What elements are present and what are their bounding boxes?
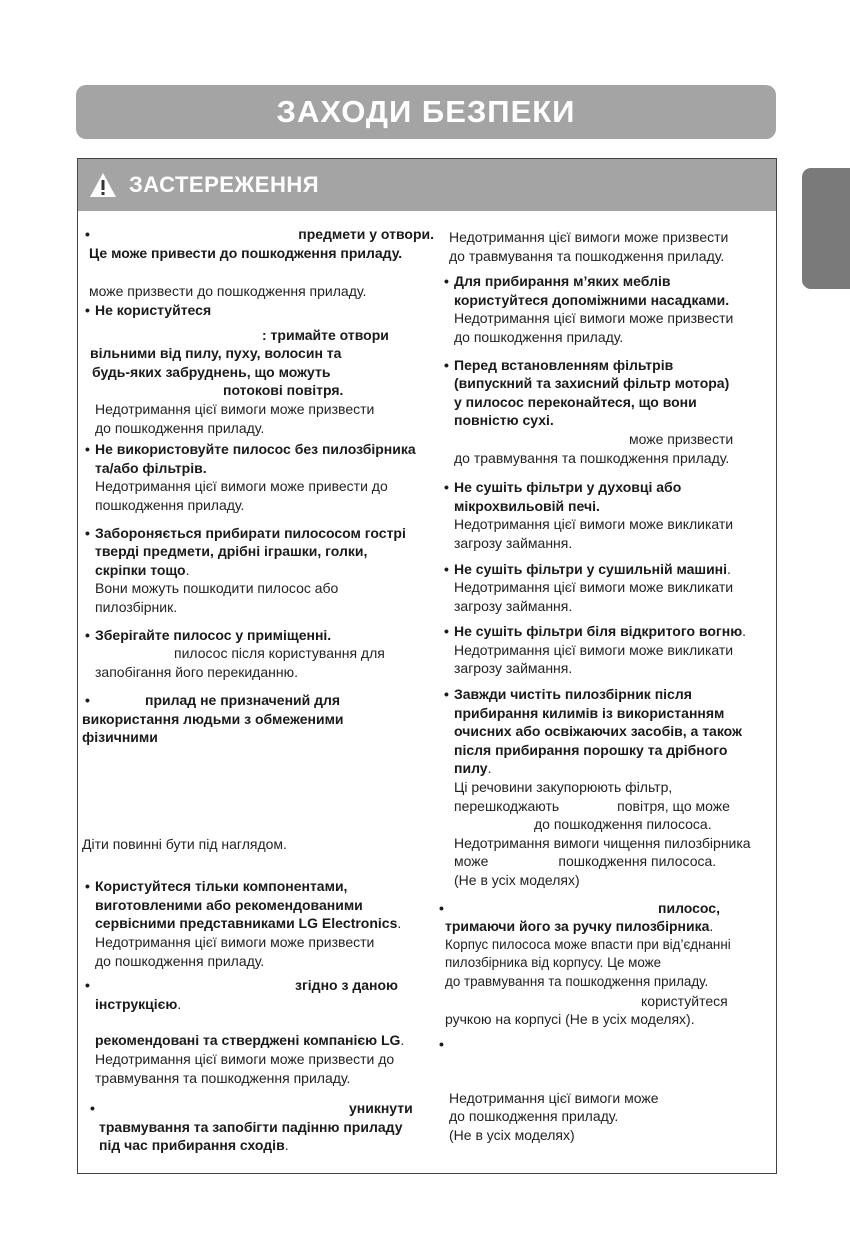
item-text: у пилосос переконайтеся, що вони bbox=[454, 393, 697, 410]
item-text: може призвести до пошкодження приладу. bbox=[89, 283, 367, 300]
item-text: Не сушіть фільтри біля відкритого вогню bbox=[454, 623, 743, 640]
caution-header bbox=[78, 159, 776, 211]
section-tab bbox=[802, 168, 850, 289]
item-text: Недотримання вимоги чищення пилозбірника bbox=[454, 834, 751, 851]
list-item: • Не сушіть фільтри у духовці або мікрохвильовій печі. Недотримання цієї вимоги може викликати загрозу займання. bbox=[441, 478, 771, 552]
item-text: до травмування та пошкодження приладу. bbox=[445, 973, 709, 989]
list-item: • Зберігайте пилосос у приміщенні. пилосос після користування для запобігання його перекиданню. bbox=[82, 626, 438, 682]
item-text: після прибирання порошку та дрібного bbox=[454, 741, 728, 758]
item-text: Завжди чистіть пилозбірник після bbox=[454, 686, 692, 703]
list-item: • Не сушіть фільтри у сушильній машині. Недотримання цієї вимоги може викликати загрозу займання. bbox=[441, 560, 771, 616]
item-text: мікрохвильовій печі. bbox=[454, 497, 600, 514]
item-text: предмети у отвори. bbox=[298, 226, 434, 242]
list-item: • Для прибирання м’яких меблів користуйтеся допоміжними насадками. Недотримання цієї вимоги може призвести до пошкодження приладу. bbox=[441, 272, 771, 346]
item-text: Недотримання цієї вимоги може викликати bbox=[454, 641, 734, 658]
item-text: користуйтеся bbox=[641, 992, 728, 1009]
list-item: • Користуйтеся тільки компонентами, виготовленими або рекомендованими сервісними представниками LG Electronics. Недотримання цієї вимоги може призвести до пошкодження приладу. bbox=[82, 877, 438, 970]
item-text: пилозбірника від корпусу. Це може bbox=[445, 955, 662, 971]
item-text: ручкою на корпусі (Не в усіх моделях). bbox=[445, 1011, 695, 1028]
item-text: виготовленими або рекомендованими bbox=[95, 896, 363, 913]
item-text: Недотримання цієї вимоги може викликати bbox=[454, 516, 734, 533]
item-text: Недотримання цієї вимоги може призвести bbox=[95, 400, 375, 417]
title-bar bbox=[76, 85, 776, 139]
item-text: прибирання килимів із використанням bbox=[454, 704, 725, 721]
item-text: Корпус пилососа може впасти при від’єднанні bbox=[445, 936, 731, 952]
item-text: : тримайте отвори bbox=[262, 326, 389, 343]
page-title: ЗАХОДИ БЕЗПЕКИ bbox=[276, 94, 576, 129]
item-text: (Не в усіх моделях) bbox=[454, 872, 580, 888]
item-text: Не сушіть фільтри у духовці або bbox=[454, 479, 682, 496]
item-text: тверді предмети, дрібні іграшки, голки, bbox=[95, 543, 368, 560]
warning-triangle-icon bbox=[89, 172, 117, 198]
item-text: повітря, що може bbox=[617, 797, 730, 814]
item-text: згідно з даною bbox=[295, 977, 398, 994]
item-text: пилосос після користування для bbox=[174, 645, 385, 662]
item-text: інструкцією bbox=[95, 995, 178, 1012]
item-text: . bbox=[709, 918, 714, 935]
item-text: . bbox=[487, 760, 492, 777]
item-text: до травмування та пошкодження приладу. bbox=[454, 449, 730, 466]
item-text: пошкодження приладу. bbox=[95, 496, 245, 513]
item-text: Вони можуть пошкодити пилосос або bbox=[95, 580, 339, 597]
item-text: рекомендовані та стверджені компанією LG bbox=[95, 1032, 401, 1049]
item-text: до пошкодження приладу. bbox=[95, 419, 265, 436]
item-text: Недотримання цієї вимоги може призвести до bbox=[95, 1051, 395, 1068]
item-text: потокові повітря. bbox=[223, 382, 344, 399]
list-item: • Перед встановленням фільтрів (випускний та захисний фільтр мотора) у пилосос переконайтеся, що вони повністю сухі. може призвести до травмування та пошкодження приладу. bbox=[441, 356, 771, 468]
item-text: загрозу займання. bbox=[454, 660, 573, 677]
item-text: травмування та пошкодження приладу. bbox=[95, 1069, 351, 1086]
item-text: Недотримання цієї вимоги може призвести bbox=[449, 229, 729, 245]
item-text: вільними від пилу, пуху, волосин та bbox=[90, 345, 342, 362]
list-item: • предмети у отвори. Це може привести до пошкодження приладу. може призвести до пошкодження приладу. bbox=[82, 225, 438, 295]
item-text: (Не в усіх моделях) bbox=[449, 1126, 575, 1143]
list-item bbox=[441, 1089, 771, 1145]
item-text: травмування та запобігти падінню приладу bbox=[99, 1118, 403, 1135]
item-text: пилозбірник. bbox=[95, 598, 178, 615]
item-text: загрозу займання. bbox=[454, 534, 573, 551]
list-item: • Забороняється прибирати пилососом гострі тверді предмети, дрібні іграшки, голки, скріпки тощо. Вони можуть пошкодити пилосос або пилозбірник. bbox=[82, 524, 438, 617]
item-text: сервісними представниками LG Electronics bbox=[95, 915, 398, 932]
list-item: • Не користуйтеся : тримайте отвори вільними від пилу, пуху, волосин та будь-яких забруднень, що можуть потокові повітря. Недотримання цієї вимоги може призвести до пошкодження приладу. bbox=[82, 301, 438, 437]
item-text: Це може привести до пошкодження приладу. bbox=[89, 244, 403, 261]
item-text: до пошкодження приладу. bbox=[454, 328, 624, 345]
item-text: пилосос, bbox=[658, 899, 720, 916]
item-text: Для прибирання м’яких меблів bbox=[454, 273, 671, 290]
item-text: . bbox=[185, 561, 190, 578]
item-text: Недотримання цієї вимоги може bbox=[449, 1089, 659, 1106]
item-text: Не користуйтеся bbox=[95, 302, 212, 318]
list-item: • прилад не призначений для використання людьми з обмеженими фізичними Діти повинні бути під наглядом. bbox=[82, 691, 438, 871]
item-text: до травмування та пошкодження приладу. bbox=[449, 247, 725, 264]
caution-header-text: ЗАСТЕРЕЖЕННЯ bbox=[129, 172, 320, 197]
item-text: пилу bbox=[454, 760, 488, 777]
item-text: використання людьми з обмеженими bbox=[82, 710, 344, 727]
list-item: • уникнути травмування та запобігти падінню приладу під час прибирання сходів. bbox=[82, 1099, 438, 1155]
item-text: запобігання його перекиданню. bbox=[95, 663, 298, 680]
item-text: до пошкодження пилососа. bbox=[534, 816, 712, 833]
list-item bbox=[441, 228, 771, 265]
item-text: Недотримання цієї вимоги може призвести bbox=[95, 934, 375, 951]
item-text: очисних або освіжаючих засобів, а також bbox=[454, 723, 742, 740]
item-text: . bbox=[177, 995, 182, 1012]
item-text: скріпки тощо bbox=[95, 561, 186, 578]
item-text: повністю сухі. bbox=[454, 412, 554, 429]
item-text: Користуйтеся тільки компонентами, bbox=[95, 878, 348, 895]
item-text: може bbox=[454, 853, 489, 870]
item-text: уникнути bbox=[349, 1100, 413, 1117]
list-item: • пилосос, тримаючи його за ручку пилозбірника. Корпус пилососа може впасти при від’єднанні пилозбірника від корпусу. Це може до травмування та пошкодження приладу. користуйтеся ручкою на корпусі (Не в усіх моделях). bbox=[441, 899, 771, 1029]
item-text: під час прибирання сходів bbox=[99, 1137, 285, 1154]
item-text: . bbox=[727, 560, 731, 577]
right-column bbox=[441, 228, 771, 1145]
item-text: Забороняється прибирати пилососом гострі bbox=[95, 524, 406, 541]
item-text: Недотримання цієї вимоги може викликати bbox=[454, 579, 734, 596]
item-text: . bbox=[400, 1032, 405, 1049]
item-text: Діти повинні бути під наглядом. bbox=[82, 836, 287, 853]
item-text: Не використовуйте пилосос без пилозбірника bbox=[95, 441, 416, 458]
list-item: • Завжди чистіть пилозбірник після прибирання килимів із використанням очисних або освіжаючих засобів, а також після прибирання порошку та дрібного пилу. Ці речовини закупорюють фільтр, перешкоджають повітря, що може до пошкодження пилососа. Недотримання вимоги чищення пилозбірника може пошкодження пилососа. (Не в усіх моделях) bbox=[441, 685, 771, 890]
item-text: Недотримання цієї вимоги може призвести bbox=[454, 310, 734, 327]
item-text: . bbox=[397, 915, 402, 932]
item-text: Ці речовини закупорюють фільтр, bbox=[454, 779, 673, 796]
item-text: пошкодження пилососа. bbox=[558, 853, 717, 870]
item-text: Недотримання цієї вимоги може привести до bbox=[95, 478, 388, 495]
item-text: Перед встановленням фільтрів bbox=[454, 356, 674, 373]
item-text: до пошкодження приладу. bbox=[449, 1108, 619, 1125]
item-text: може призвести bbox=[629, 430, 734, 447]
item-text: Зберігайте пилосос у приміщенні. bbox=[95, 626, 332, 643]
item-text: будь-яких забруднень, що можуть bbox=[92, 363, 331, 380]
item-text: прилад не призначений для bbox=[145, 692, 341, 709]
item-text: перешкоджають bbox=[454, 797, 560, 814]
item-text: загрозу займання. bbox=[454, 597, 573, 614]
list-item: • bbox=[439, 1035, 444, 1052]
item-text: до пошкодження приладу. bbox=[95, 952, 265, 969]
item-text: Не сушіть фільтри у сушильній машині bbox=[454, 560, 728, 577]
item-text: та/або фільтрів. bbox=[95, 459, 207, 476]
item-text: тримаючи його за ручку пилозбірника bbox=[445, 918, 710, 935]
item-text: . bbox=[284, 1137, 289, 1154]
left-column bbox=[82, 225, 438, 1155]
list-item: • згідно з даною інструкцією. рекомендовані та стверджені компанією LG. Недотримання цієї вимоги може призвести до травмування та пошкодження приладу. bbox=[82, 976, 438, 1087]
item-text: фізичними bbox=[82, 729, 158, 746]
item-text: користуйтеся допоміжними насадками. bbox=[454, 291, 730, 308]
list-item: • Не сушіть фільтри біля відкритого вогню. Недотримання цієї вимоги може викликати загрозу займання. bbox=[441, 622, 771, 678]
list-item: • Не використовуйте пилосос без пилозбірника та/або фільтрів. Недотримання цієї вимоги може привести до пошкодження приладу. bbox=[82, 440, 438, 514]
item-text: (випускний та захисний фільтр мотора) bbox=[454, 375, 730, 392]
item-text: . bbox=[742, 623, 747, 640]
